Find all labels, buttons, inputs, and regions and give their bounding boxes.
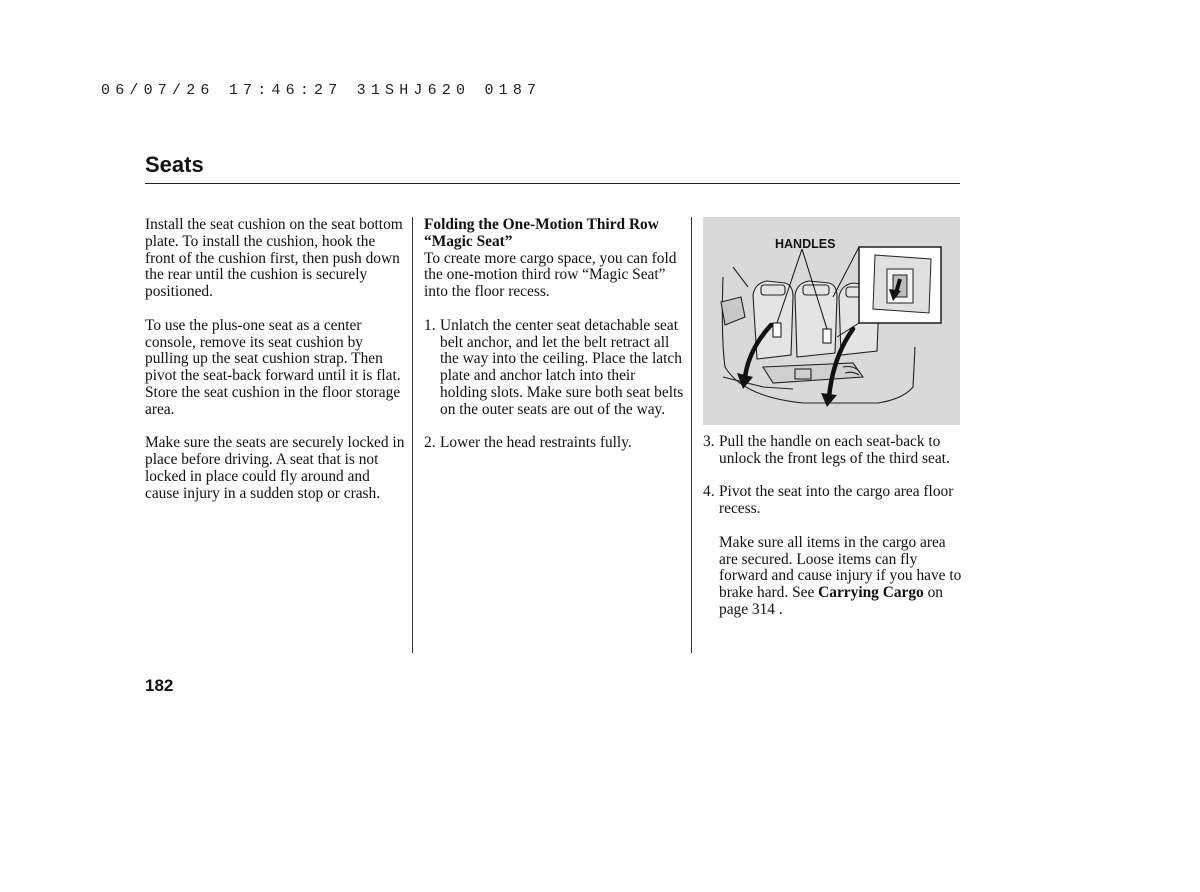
cargo-warning-paragraph: [703, 535, 963, 619]
step-4: [703, 484, 963, 518]
step-number: 4.: [703, 483, 715, 501]
step-3: [703, 434, 963, 468]
section-heading: Folding the One-Motion Third Row “Magic Seat”: [424, 216, 659, 250]
step-text: Unlatch the center seat detachable seat belt anchor, and let the belt retract all the way into the ceiling. Place the latch plate and anchor latch into their holding slots. Make sure both seat belts on the outer seats are out of the way.: [440, 316, 684, 418]
column-2: [424, 217, 686, 452]
step-number: 2.: [424, 434, 436, 452]
step-number: 1.: [424, 316, 436, 334]
step-number: 3.: [703, 433, 715, 450]
print-code: 06/07/26 17:46:27 31SHJ620 0187: [101, 82, 542, 99]
page-reference-text: on page 314 .: [719, 584, 943, 618]
handles-label: HANDLES: [775, 237, 836, 251]
column-divider-2: [691, 217, 692, 653]
page-number: 182: [145, 676, 174, 695]
step-text: Pivot the seat into the cargo area floor recess.: [719, 483, 954, 518]
step-1: [424, 318, 686, 419]
plus-one-console-paragraph: To use the plus-one seat as a center console, remove its seat cushion by pulling up the seat cushion strap. Then pivot the seat-back forward until it is flat. Store the seat cushion in the floor storage area.: [145, 316, 401, 418]
carrying-cargo-reference[interactable]: Carrying Cargo: [818, 584, 924, 602]
step-2: [424, 435, 686, 452]
cushion-install-paragraph: Install the seat cushion on the seat bottom plate. To install the cushion, hook the front of the cushion first, then push down the rear until the cushion is securely positioned.: [145, 216, 403, 301]
column-divider-1: [412, 217, 413, 653]
intro-paragraph: To create more cargo space, you can fold the one-motion third row “Magic Seat” into the floor recess.: [424, 249, 677, 301]
step-text: Lower the head restraints fully.: [440, 434, 632, 452]
page-title: Seats: [145, 152, 204, 177]
seat-handles-illustration: [703, 217, 960, 425]
step-text: Pull the handle on each seat-back to unlock the front legs of the third seat.: [719, 433, 950, 467]
column-3: [703, 434, 963, 619]
column-1: [145, 217, 407, 503]
title-rule: [145, 183, 960, 184]
lock-warning-paragraph: Make sure the seats are securely locked in place before driving. A seat that is not locked in place could fly around and cause injury in a sudden stop or crash.: [145, 434, 405, 502]
cargo-warning-text: Make sure all items in the cargo area are secured. Loose items can fly forward and cause injury if you have to brake hard. See: [719, 533, 962, 602]
